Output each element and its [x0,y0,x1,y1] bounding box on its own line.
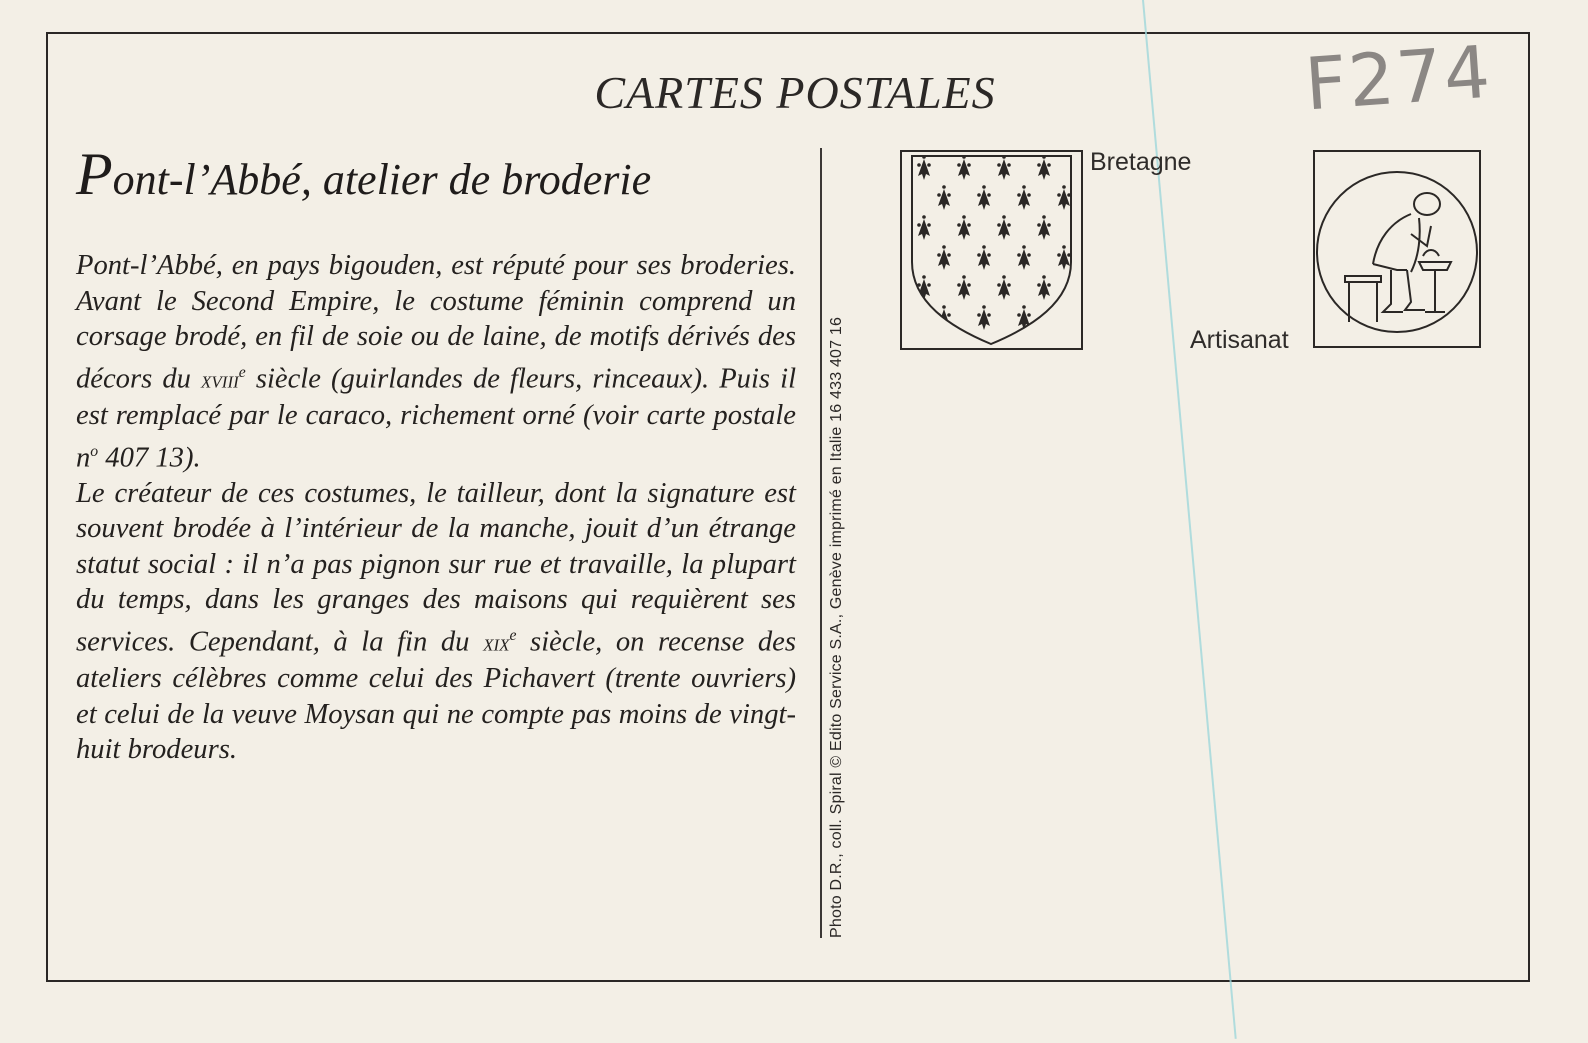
title-initial: P [76,141,113,207]
title-rest: ont-l’Abbé, atelier de broderie [112,155,652,204]
credits-text: Photo D.R., coll. Spiral © Edito Service S.A., Genève imprimé en Italie 16 433 407 16 [828,316,845,938]
handwritten-annotation: F274 [1302,29,1495,127]
description-text [76,248,796,768]
region-emblem-box [900,150,1083,350]
divider-line [820,148,822,938]
theme-emblem-box [1313,150,1481,348]
header-label: CARTES POSTALES [594,67,996,118]
craftsman-icon [1315,152,1479,346]
region-label: Bretagne [1090,148,1192,176]
paragraph-2: Le créateur de ces costumes, le tailleur, dont la signature est souvent brodée à l’intérieur de la manche, jouit d’un étrange statut social : il n’a pas pignon sur rue et travaille, la plupart du temps, dans les granges des maisons qui requièrent ses services. Cependant, à la fin du xix$^e$ siècle, on recense des ateliers célèbres comme celui des Pichavert (trente ouvriers) et celui de la veuve Moysan qui ne compte pas moins de vingt-huit brodeurs. [76,477,796,766]
theme-label: Artisanat [1190,326,1289,354]
ermine-shield-icon [902,152,1081,348]
paragraph-1: Pont-l’Abbé, en pays bigouden, est réputé pour ses broderies. Avant le Second Empire, le costume féminin comprend un corsage brodé, en fil de soie ou de laine, de motifs dérivés des décors du xviii$^e$ siècle (guirlandes de fleurs, rinceaux). Puis il est remplacé par le caraco, richement orné (voir carte postale $n^o$ 407 13). [76,250,797,474]
page-title [76,140,796,209]
